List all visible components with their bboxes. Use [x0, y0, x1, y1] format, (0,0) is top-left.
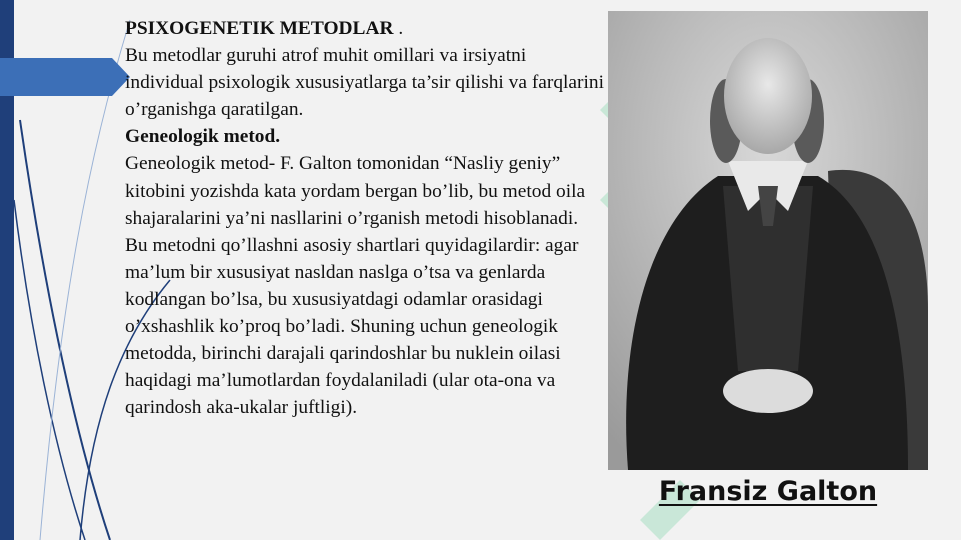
heading-line: [125, 15, 605, 42]
intro-paragraph: Bu metodlar guruhi atrof muhit omillari va irsiyatni individual psixologik xususiyatlarga ta’sir qilishi va farqlarini o’rganishga qaratilgan.: [125, 45, 604, 121]
heading-suffix: .: [393, 18, 404, 39]
arrow-shape-icon: [0, 58, 130, 96]
section-heading: PSIXOGENETIK METODLAR: [125, 18, 394, 39]
body-paragraph: Geneologik metod- F. Galton tomonidan “Nasliy geniy” kitobini yozishda kata yordam bergan bo’lib, bu metod oila shajaralarini ya’ni nasllarini o’rganish metodi hisoblanadi. Bu metodni qo’llashni asosiy shartlari quyidagilardir: agar ma’lum bir xususiyat nasldan naslga o’tsa va genlarda kodlangan bo’lsa, bu xususiyatdagi odamlar orasidagi o’xshashlik ko’proq bo’ladi. Shuning uchun geneologik metodda, birinchi darajali qarindoshlar bu nuklein oilasi haqidagi ma’lumotlardan foydalaniladi (ular ota-ona va qarindosh aka-ukalar juftligi).: [125, 153, 586, 419]
portrait-photo: [608, 11, 928, 470]
portrait-caption: Fransiz Galton: [658, 476, 878, 507]
subheading: Geneologik metod.: [125, 126, 281, 148]
text-content: [125, 15, 605, 421]
